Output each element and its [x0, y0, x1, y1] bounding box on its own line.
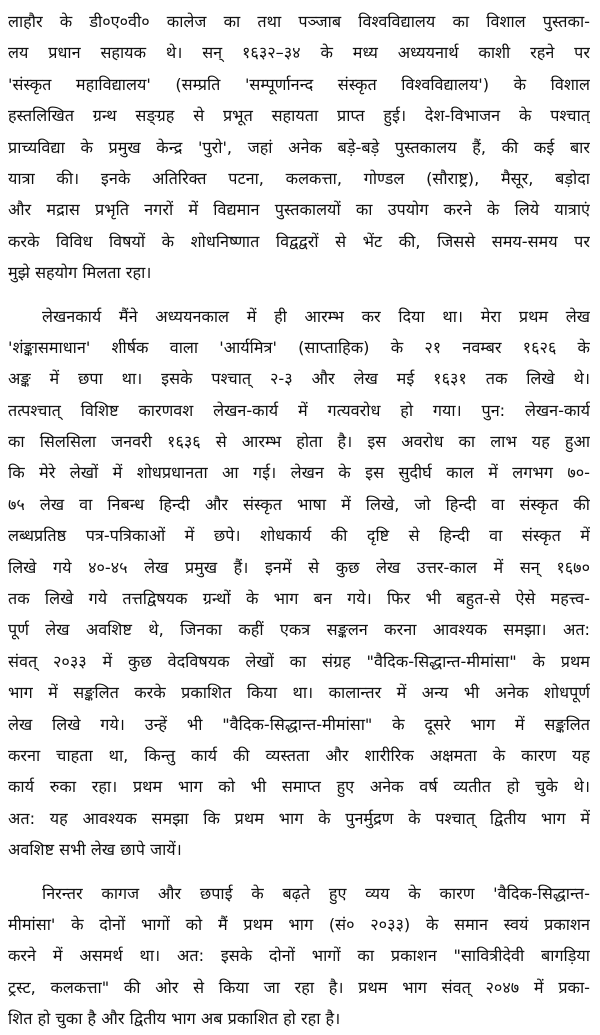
text-line: निरन्तर कागज और छपाई के बढ़ते हुए व्यय के कारण 'वैदिक-सिद्धान्त-: [42, 883, 590, 903]
text-line: ७५ लेख वा निबन्ध हिन्दी और संस्कृत भाषा में लिखे, जो हिन्दी वा संस्कृत की: [8, 494, 590, 514]
text-line: अङ्क में छपा था। इसके पश्चात् २-३ और लेख मई १६३१ तक लिखे थे।: [8, 369, 590, 389]
paragraph-gap: [8, 289, 590, 301]
text-line: प्राच्यविद्या के प्रमुख केन्द्र 'पुरो', जहां अनेक बड़े-बड़े पुस्तकालय हैं, की कई बार: [8, 137, 590, 157]
text-line: पूर्ण लेख अवशिष्ट थे, जिनका कहीं एकत्र सङ्कलन करना आवश्यक समझा। अत:: [8, 620, 590, 640]
text-line: और मद्रास प्रभृति नगरों में विद्यमान पुस्तकालयों का उपयोग करने के लिये यात्राएं: [8, 200, 590, 220]
text-line: लय प्रधान सहायक थे। सन् १६३२–३४ के मध्य अध्ययनार्थ काशी रहने पर: [8, 43, 590, 63]
text-line: लब्धप्रतिष्ठ पत्र-पत्रिकाओं में छपे। शोधकार्य की दृष्टि से हिन्दी वा संस्कृत में: [8, 526, 590, 546]
text-line: लाहौर के डी०ए०वी० कालेज का तथा पञ्जाब विश्वविद्यालय का विशाल पुस्तका-: [8, 12, 590, 31]
text-line: शित हो चुका है और द्वितीय भाग अब प्रकाशित हो रहा है।: [8, 1009, 341, 1029]
text-line: अवशिष्ट सभी लेख छापे जायें।: [8, 840, 182, 860]
text-line: कार्य रुका रहा। प्रथम भाग को भी समाप्त हुए अनेक वर्ष व्यतीत हो चुके थे।: [8, 777, 590, 797]
text-line: मीमांसा' के दोनों भागों को मैं प्रथम भाग (सं० २०३३) के समान स्वयं प्रकाशन: [8, 914, 590, 934]
paragraph-1: [8, 6, 590, 289]
text-line: मुझे सहयोग मिलता रहा।: [8, 263, 152, 283]
text-line: तत्पश्चात् विशिष्ट कारणवश लेखन-कार्य में गत्यवरोध हो गया। पुन: लेखन-कार्य: [8, 400, 590, 420]
text-line: करने में असमर्थ था। अत: इसके दोनों भागों का प्रकाशन "सावित्रीदेवी बागड़िया: [8, 946, 590, 966]
text-line: हस्तलिखित ग्रन्थ सङ्ग्रह से प्रभूत सहायता प्राप्त हुई। देश-विभाजन के पश्चात्: [8, 106, 590, 126]
text-line: संवत् २०३३ में कुछ वेदविषयक लेखों का संग्रह "वैदिक-सिद्धान्त-मीमांसा" के प्रथम: [8, 651, 590, 671]
text-line: करके विविध विषयों के शोधनिष्णात विद्वद्वरों से भेंट की, जिससे समय-समय पर: [8, 231, 590, 251]
text-line: तक लिखे गये तत्तद्विषयक ग्रन्थों के भाग बन गये। फिर भी बहुत-से ऐसे महत्त्व-: [8, 589, 590, 609]
text-line: लिखे गये ४०-४५ लेख प्रमुख हैं। इनमें से कुछ लेख उत्तर-काल में सन् १६७०: [8, 557, 590, 577]
text-line: भाग में सङ्कलित करके प्रकाशित किया था। कालान्तर में अन्य भी अनेक शोधपूर्ण: [8, 683, 590, 703]
text-line: कि मेरे लेखों में शोधप्रधानता आ गई। लेखन के इस सुदीर्घ काल में लगभग ७०-: [8, 463, 590, 483]
text-line: का सिलसिला जनवरी १६३६ से आरम्भ होता है। इस अवरोध का लाभ यह हुआ: [8, 432, 590, 452]
paragraph-2: [8, 301, 590, 866]
text-line: ट्रस्ट, कलकत्ता" की ओर से किया जा रहा है। प्रथम भाग संवत् २०४७ में प्रका-: [8, 977, 590, 997]
paragraph-3: [8, 878, 590, 1035]
text-line: 'शंङ्कासमाधान' शीर्षक वाला 'आर्यमित्र' (साप्ताहिक) के २१ नवम्बर १६२६ के: [8, 337, 590, 357]
text-line: लेखनकार्य मैंने अध्ययनकाल में ही आरम्भ कर दिया था। मेरा प्रथम लेख: [42, 306, 590, 326]
paragraph-gap: [8, 866, 590, 878]
text-line: लेख लिखे गये। उन्हें भी "वैदिक-सिद्धान्त-मीमांसा" के दूसरे भाग में सङ्कलित: [8, 714, 590, 734]
text-line: अत: यह आवश्यक समझा कि प्रथम भाग के पुनर्मुद्रण के पश्चात् द्वितीय भाग में: [8, 808, 590, 828]
text-line: करना चाहता था, किन्तु कार्य की व्यस्तता और शारीरिक अक्षमता के कारण यह: [8, 745, 590, 765]
text-line: यात्रा की। इनके अतिरिक्त पटना, कलकत्ता, गोण्डल (सौराष्ट्र), मैसूर, बड़ोदा: [8, 168, 590, 188]
text-line: 'संस्कृत महाविद्यालय' (सम्प्रति 'सम्पूर्णानन्द संस्कृत विश्वविद्यालय') के विशाल: [8, 74, 590, 94]
